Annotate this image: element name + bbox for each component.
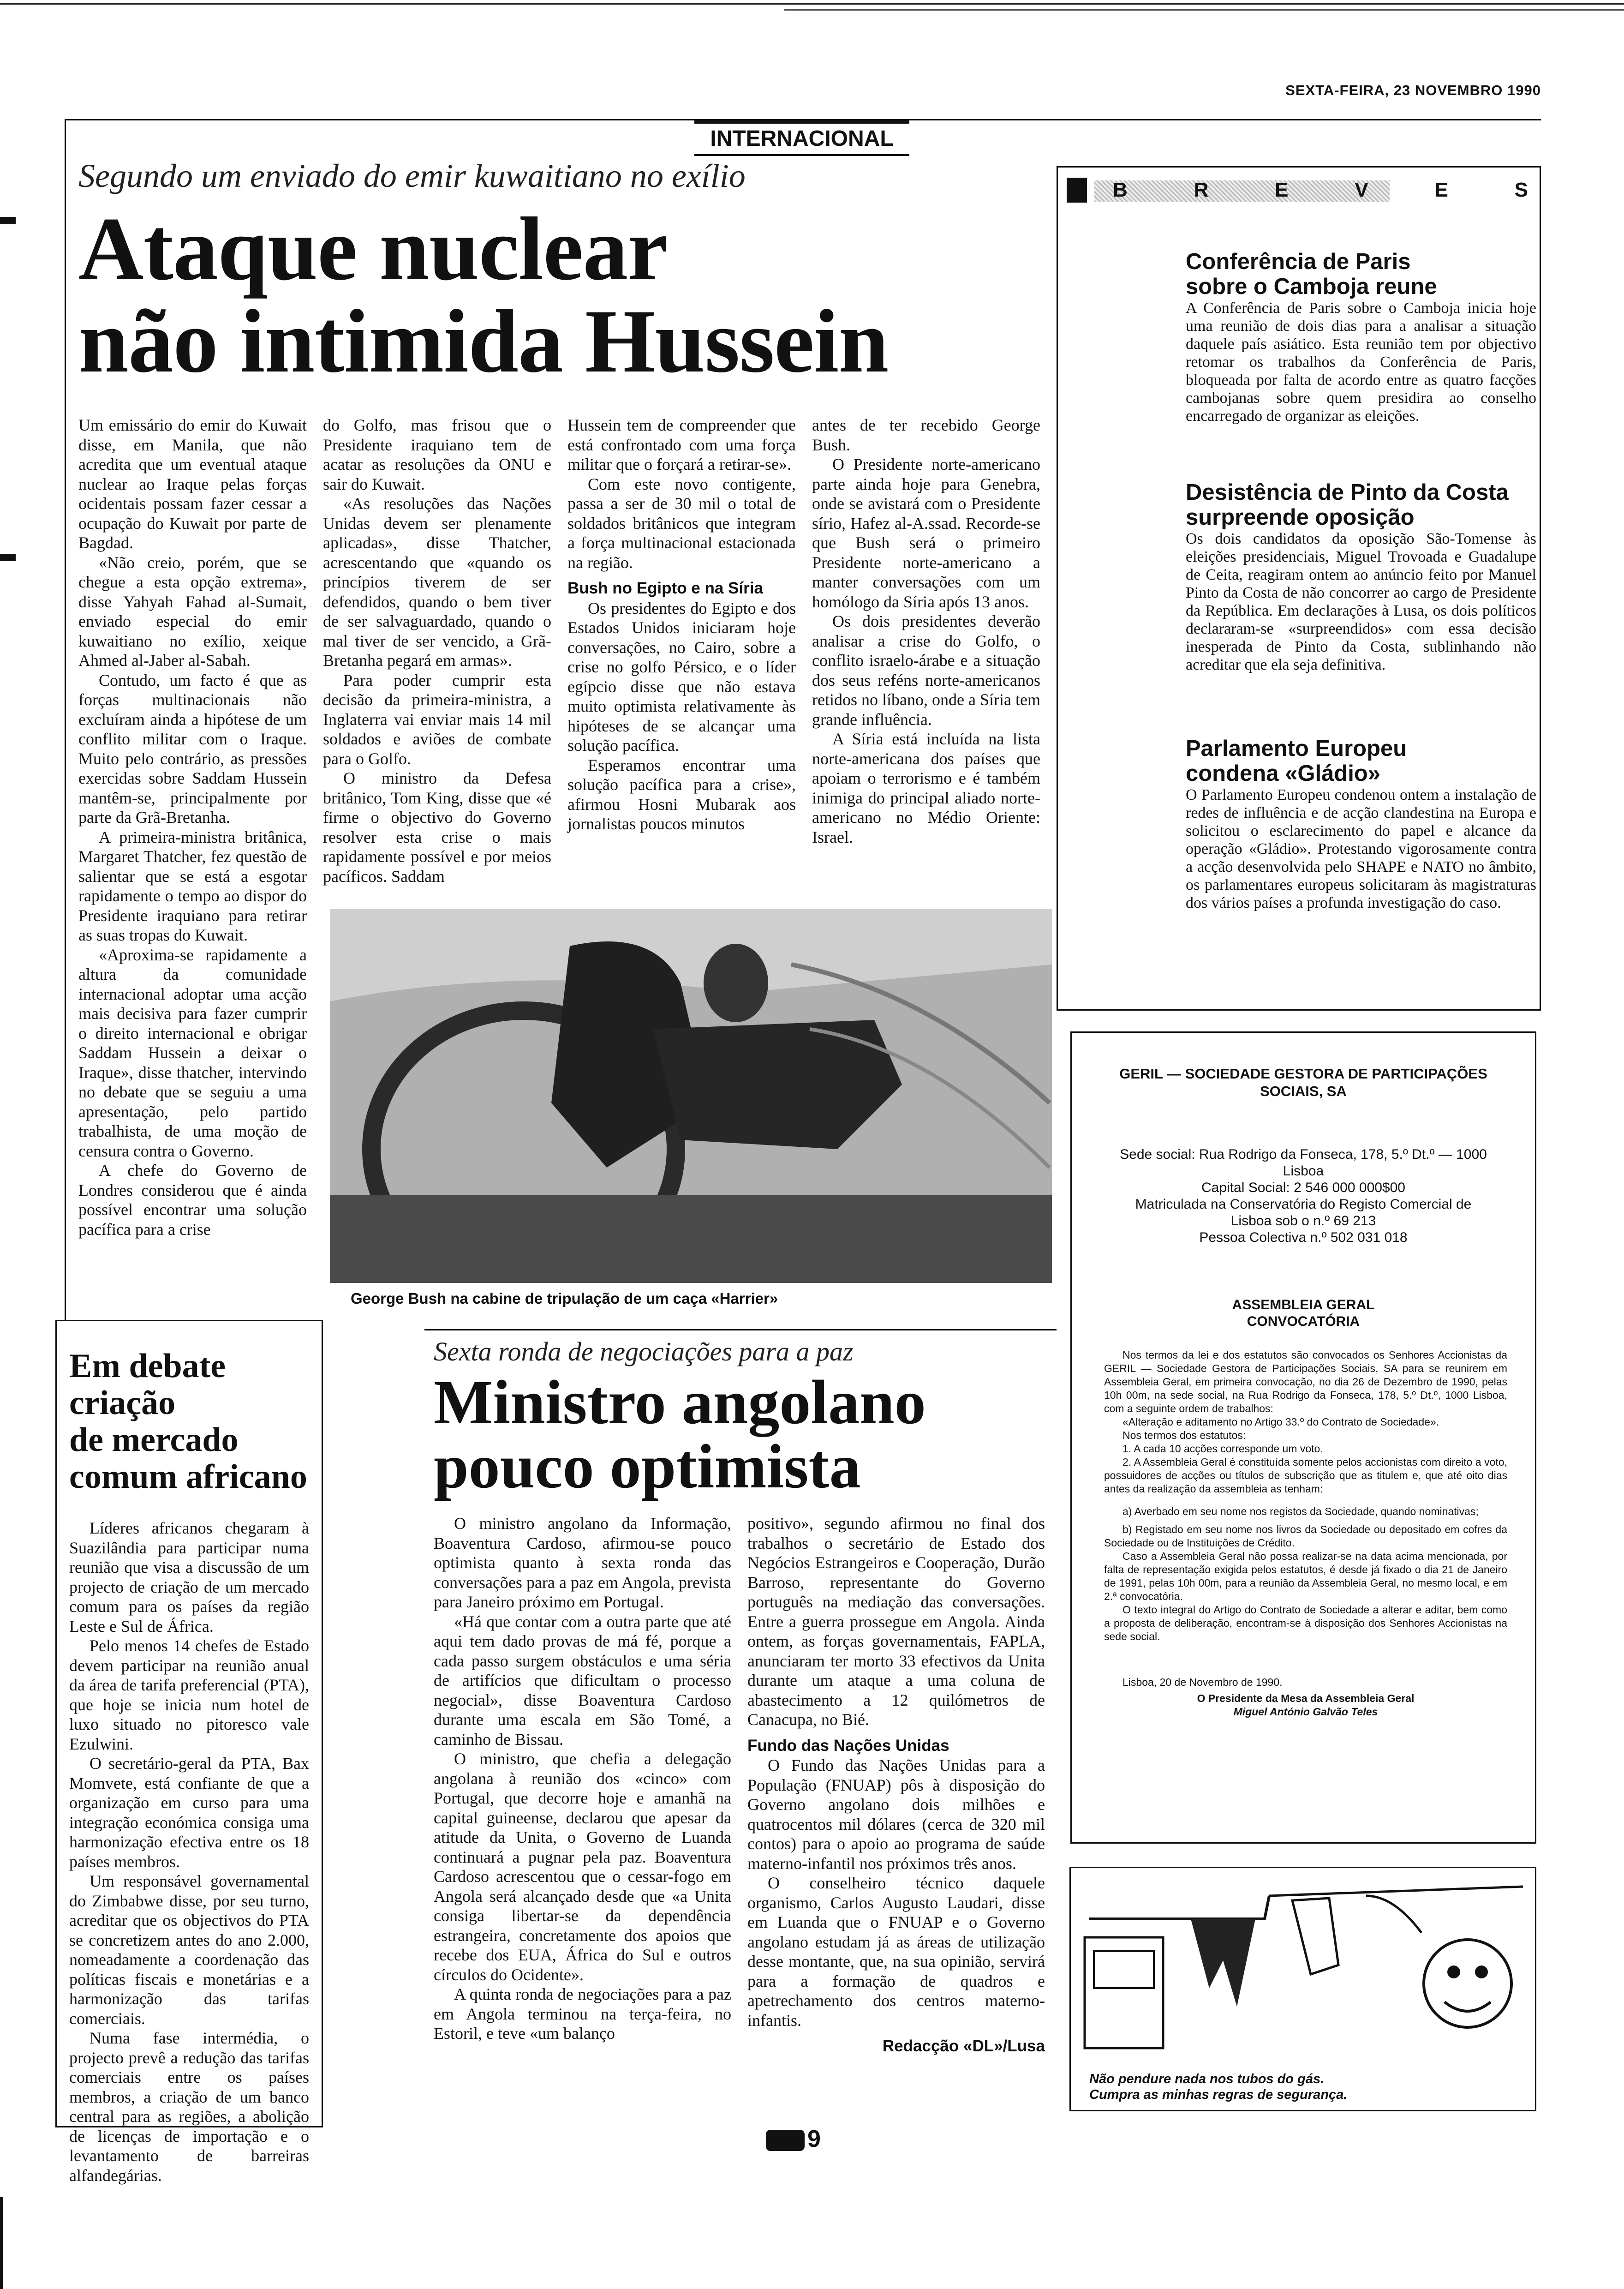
breve-text: Os dois candidatos da oposição São-Tomense às eleições presidenciais, Miguel Trovoada e Guadalupe de Ceita, reagiram ontem ao anúncio feito por Manuel Pinto da Costa de não concorrer ao cargo de Presidente da República. Em declarações à Lusa, os dois políticos declararam-se «surpreendidos» com essa decisão inesperada de Pinto da Costa, sublinhando não acreditar que ela seja definitiva. xyxy=(1186,530,1536,673)
paragraph: O Fundo das Nações Unidas para a População (FNUAP) pôs à disposição do Governo angolano dois milhões e quatrocentos mil dólares (cerca de 320 mil contos) para o apoio ao programa de saúde materno-infantil nos próximos três anos. xyxy=(747,1756,1045,1873)
paragraph: do Golfo, mas frisou que o Presidente iraquiano tem de acatar as resoluções da ONU e sair do Kuwait. xyxy=(323,416,551,493)
ad-signature-name: Miguel António Galvão Teles xyxy=(1233,1706,1378,1718)
cartoon-caption-line: Cumpra as minhas regras de segurança. xyxy=(1089,2087,1348,2102)
page-number xyxy=(766,2125,821,2153)
paragraph: O secretário-geral da PTA, Bax Momvete, está confiante de que a organização em curso para uma integração económica consiga uma harmonização efectiva entre os 18 países membros. xyxy=(69,1754,309,1871)
paragraph: A chefe do Governo de Londres considerou que é ainda possível encontrar uma solução pacífica para a crise xyxy=(78,1161,307,1239)
angola-kicker: Sexta ronda de negociações para a paz xyxy=(434,1336,854,1366)
photo-illustration xyxy=(330,909,1052,1283)
main-headline xyxy=(78,199,889,391)
ad-body-para: Nos termos da lei e dos estatutos são convocados os Senhores Accionistas da GERIL — Sociedade Gestora de Participações Sociais, SA para se reunirem em Assembleia Geral, em primeira convocação, no dia 26 de Dezembro de 1990, pelas 10h 00m, na sede social, na Rua Rodrigo da Fonseca, 178, 5.º Dt.º, 1000 Lisboa, com a seguinte ordem de trabalhos: xyxy=(1104,1349,1507,1414)
scan-mark xyxy=(0,2197,3,2289)
paragraph: «Não creio, porém, que se chegue a esta opção extrema», disse Yahyah Fahad al-Sumait, enviado especial do emir kuwaitiano no exílio, xeique Ahmed al-Jaber al-Sabah. xyxy=(78,553,307,670)
paragraph: Hussein tem de compreender que está confrontado com uma força militar que o forçará a retirar-se». xyxy=(567,416,796,473)
main-column-2 xyxy=(323,415,551,886)
breve-title-line: surpreende oposição xyxy=(1186,505,1415,530)
ad-info-line: Matriculada na Conservatória do Registo Comercial de xyxy=(1135,1197,1472,1212)
ad-place-date: Lisboa, 20 de Novembro de 1990. xyxy=(1122,1676,1283,1688)
ad-body-para: 2. A Assembleia Geral é constituída somente pelos accionistas com direito a voto, possuidores de acções ou títulos de subscrição que as titulem e, que até oito dias antes da realização da assembleia as tenham: xyxy=(1104,1456,1507,1495)
cartoon-illustration xyxy=(1071,1868,1535,2062)
breves-label xyxy=(1067,178,1530,204)
credit-line: Redacção «DL»/Lusa xyxy=(882,2037,1045,2055)
paragraph: Os presidentes do Egipto e dos Estados Unidos iniciaram hoje conversações, no Cairo, sobre a crise no golfo Pérsico, e o líder egípcio disse que não estava muito optimista relativamente às hipóteses de se alcançar uma solução pacífica. xyxy=(567,599,796,755)
ad-title-line: CONVOCATÓRIA xyxy=(1247,1314,1360,1329)
ad-company-info xyxy=(1072,1146,1535,1246)
ad-company xyxy=(1072,1065,1535,1100)
paragraph: A Síria está incluída na lista norte-americana dos países que apoiam o terrorismo e é também inimiga do principal aliado norte-americano no Médio Oriente: Israel. xyxy=(812,730,1040,846)
paragraph: Pelo menos 14 chefes de Estado devem participar na reunião anual da área de tarifa preferencial (PTA), que hoje se inicia num hotel de luxo situado no pitoresco vale Ezulwini. xyxy=(69,1636,309,1753)
subhead: Fundo das Nações Unidas xyxy=(747,1736,949,1755)
ad-box xyxy=(1070,1031,1536,1844)
ad-company-line: GERIL — SOCIEDADE GESTORA DE PARTICIPAÇÕES xyxy=(1119,1066,1487,1082)
top-border xyxy=(0,0,1624,16)
breve-title-line: Parlamento Europeu xyxy=(1186,736,1407,761)
paragraph: Numa fase intermédia, o projecto prevê a redução das tarifas comerciais entre os países membros, a criação de um banco central para as regiões, a abolição de licenças de importação e o levantamento de barreiras alfandegárias. xyxy=(69,2029,309,2185)
main-headline-line1: Ataque nuclear xyxy=(78,199,668,299)
ad-company-line: SOCIAIS, SA xyxy=(1260,1083,1347,1099)
ad-title xyxy=(1072,1297,1535,1330)
cartoon-caption-line: Não pendure nada nos tubos do gás. xyxy=(1089,2072,1325,2086)
breve-text: O Parlamento Europeu condenou ontem a instalação de redes de influência e de acção clandestina na Europa e solicitou o esclarecimento do papel e alcance da operação «Gládio». Protestando vigorosamente contra a acção desenvolvida pelo SHAPE e NATO no âmbito, os parlamentares europeus solicitaram às magistraturas dos vários países a profunda investigação do caso. xyxy=(1186,786,1536,911)
paragraph: Esperamos encontrar uma solução pacífica para a crise», afirmou Hosni Mubarak aos jornalistas poucos minutos xyxy=(567,755,796,833)
ad-body-para: Caso a Assembleia Geral não possa realizar-se na data acima mencionada, por falta de representação exigida pelos estatutos, é desde já fixado o dia 21 de Janeiro de 1991, pelas 10h 00m, para a reunião da Assembleia Geral, no mesmo local, e em 2.ª convocatória. xyxy=(1104,1550,1507,1602)
main-headline-line2: não intimida Hussein xyxy=(78,291,889,391)
breves-letter: S xyxy=(1514,179,1528,201)
paragraph: «As resoluções das Nações Unidas devem ser plenamente aplicadas», disse Thatcher, acrescentando que «quando os princípios tiverem de ser defendidos, quando o bem tiver de ser salvaguardado, quando o mal tiver de ser vencido, a Grã-Bretanha pegará em armas». xyxy=(323,494,551,670)
paragraph: O Presidente norte-americano parte ainda hoje para Genebra, onde se avistará com o Presidente sírio, Hafez al-A.ssad. Recorde-se que Bush será o primeiro Presidente norte-americano a manter conversações com um homólogo da Síria após 13 anos. xyxy=(812,455,1040,611)
breves-letter: E xyxy=(1275,179,1289,201)
dateline: SEXTA-FEIRA, 23 NOVEMBRO 1990 xyxy=(1285,82,1541,98)
ad-body xyxy=(1104,1348,1507,1719)
main-column-4 xyxy=(812,415,1040,847)
ad-body-para: Nos termos dos estatutos: xyxy=(1122,1429,1246,1441)
ad-body-para: b) Registado em seu nome nos livros da Sociedade ou depositado em cofres da Sociedade ou de Instituições de Crédito. xyxy=(1104,1523,1507,1549)
breve-title-line: sobre o Camboja reune xyxy=(1186,274,1437,299)
africa-headline-line: Em debate xyxy=(69,1347,226,1385)
paragraph: Líderes africanos chegaram à Suazilândia para participar numa reunião que visa a discussão de um projecto de criação de um mercado comum para os países da região Leste e Sul de África. xyxy=(69,1519,309,1636)
ad-info-line: Lisboa sob o n.º 69 213 xyxy=(1230,1213,1376,1228)
ad-info-line: Pessoa Colectiva n.º 502 031 018 xyxy=(1199,1230,1408,1245)
main-column-3 xyxy=(567,415,796,834)
paragraph: Um emissário do emir do Kuwait disse, em Manila, que não acredita que um eventual ataque nuclear ao Iraque pelas forças ocidentais possam fazer cessar a ocupação do Kuwait por parte de Bagdad. xyxy=(78,416,307,552)
breve-title xyxy=(1186,249,1536,299)
paragraph: Para poder cumprir esta decisão da primeira-ministra, a Inglaterra vai enviar mais 14 mil soldados e aviões de combate para o Golfo. xyxy=(323,671,551,768)
breve-title xyxy=(1186,736,1536,786)
frame-left-rule xyxy=(65,119,66,1321)
breves-letter: R xyxy=(1194,179,1209,201)
paragraph: «Aproxima-se rapidamente a altura da comunidade internacional adoptar uma acção mais decisiva para fazer cumprir o direito internacional e obrigar Saddam Hussein a deixar o Iraque», disse thatcher, intervindo no debate que se seguiu a uma apresentação, pelo partido trabalhista, de uma moção de censura contra o Governo. xyxy=(78,945,307,1160)
paragraph: O ministro angolano da Informação, Boaventura Cardoso, afirmou-se pouco optimista quanto à sexta ronda das conversações para a paz em Angola, prevista para Janeiro próximo em Portugal. xyxy=(434,1514,731,1611)
breve-title-line: Desistência de Pinto da Costa xyxy=(1186,480,1509,505)
africa-headline-line: comum africano xyxy=(69,1458,307,1496)
news-photo xyxy=(330,909,1052,1283)
scan-mark xyxy=(0,554,16,561)
main-kicker: Segundo um enviado do emir kuwaitiano no exílio xyxy=(78,157,746,194)
paragraph: Um responsável governamental do Zimbabwe disse, por seu turno, acreditar que os objectivos do PTA se concretizem antes do ano 2.000, nomeadamente a coordenação das políticas fiscais e monetárias e a harmonização das tarifas comerciais. xyxy=(69,1872,309,2028)
breves-letter: B xyxy=(1113,179,1128,201)
ad-body-para: O texto integral do Artigo do Contrato de Sociedade a alterar e aditar, bem como a proposta de deliberação, encontram-se à disposição dos Senhores Accionistas na sede social. xyxy=(1104,1604,1507,1642)
angola-headline-line1: Ministro angolano xyxy=(434,1368,926,1437)
breve-text: A Conferência de Paris sobre o Camboja inicia hoje uma reunião de dois dias para a analisar a situação daquele país asiático. Esta reunião tem por objectivo retomar os trabalhos da Conferência de Paris, bloqueada por falta de acordo entre as quatro facções cambojanas sobre quem presidira ao conselho encarregado de organizar as eleições. xyxy=(1186,300,1536,425)
paragraph: O ministro da Defesa britânico, Tom King, disse que «é firme o objectivo do Governo resolver esta crise o mais rapidamente possível e por meios pacíficos. Saddam xyxy=(323,769,551,886)
page-number-text: 9 xyxy=(807,2126,821,2152)
angola-column-2 xyxy=(747,1514,1045,2056)
paragraph: antes de ter recebido George Bush. xyxy=(812,416,1040,454)
paragraph: O ministro, que chefia a delegação angolana à reunião dos «cinco» com Portugal, que decorre hoje e amanhã na capital guineense, declarou que apesar da atitude da Unita, o Governo de Luanda continuará a pugnar pela paz. Boaventura Cardoso acrescentou que o cessar-fogo em Angola será alcançado desde que «a Unita consiga libertar-se da dependência estrangeira, concretamente dos apoios que recebe dos EUA, África do Sul e outros círculos do Ocidente». xyxy=(434,1750,731,1984)
breves-letter: V xyxy=(1355,179,1368,201)
paragraph: «Há que contar com a outra parte que até aqui tem dado provas de má fé, porque a cada passo surgem obstáculos e uma séria de artifícios que dificultam o processo negocial», disse Boaventura Cardoso durante uma escala em São Tomé, a caminho de Bissau. xyxy=(434,1612,731,1749)
gas-safety-cartoon xyxy=(1069,1867,1536,2111)
breve-title-line: condena «Gládio» xyxy=(1186,761,1381,786)
breve-item xyxy=(1186,249,1536,425)
ad-info-line: Capital Social: 2 546 000 000$00 xyxy=(1201,1180,1405,1195)
subhead: Bush no Egipto e na Síria xyxy=(567,579,763,597)
africa-headline-line: criação xyxy=(69,1384,176,1422)
angola-column-1 xyxy=(434,1514,731,2043)
newspaper-logo-icon xyxy=(766,2130,805,2151)
paragraph: Os dois presidentes deverão analisar a crise do Golfo, o conflito israelo-árabe e a situação dos seus reféns norte-americanos retidos no líbano, onde a Síria tem grande influência. xyxy=(812,612,1040,729)
scan-mark xyxy=(0,217,16,224)
africa-headline xyxy=(69,1348,307,1495)
main-column-1 xyxy=(78,415,307,1239)
ad-body-para: «Alteração e aditamento no Artigo 33.º do Contrato de Sociedade». xyxy=(1122,1416,1439,1428)
ad-body-para: 1. A cada 10 acções corresponde um voto. xyxy=(1122,1443,1323,1455)
paragraph: Contudo, um facto é que as forças multinacionais não excluíram ainda a hipótese de um conflito militar com o Iraque. Muito pelo contrário, as pressões exercidas sobre Saddam Hussein mantêm-se, principalmente por parte da Grã-Bretanha. xyxy=(78,671,307,827)
paragraph: positivo», segundo afirmou no final dos trabalhos o secretário de Estado dos Negócios Estrangeiros e Cooperação, Durão Barroso, representante do Governo português na mediação das conversações. Entre a guerra prossegue em Angola. Ainda ontem, as forças governamentais, FAPLA, anunciaram ter morto 33 efectivos da Unita durante um ataque a uma coluna de abastecimento a 12 quilómetros de Canacupa, no Bié. xyxy=(747,1514,1045,1729)
section-tag: INTERNACIONAL xyxy=(694,119,909,156)
ad-title-line: ASSEMBLEIA GERAL xyxy=(1232,1297,1375,1312)
paragraph: Com este novo contigente, passa a ser de 30 mil o total de soldados britânicos que integram a força multinacional estacionada na região. xyxy=(567,474,796,572)
breves-letter: E xyxy=(1434,179,1448,201)
africa-column xyxy=(69,1518,309,2185)
ad-signature-title: O Presidente da Mesa da Assembleia Geral xyxy=(1197,1692,1415,1704)
paragraph: A quinta ronda de negociações para a paz em Angola terminou na terça-feira, no Estoril, e teve «um balanço xyxy=(434,1985,731,2043)
photo-caption: George Bush na cabine de tripulação de um caça «Harrier» xyxy=(351,1290,778,1307)
breve-item xyxy=(1186,480,1536,674)
breve-title-line: Conferência de Paris xyxy=(1186,249,1411,274)
africa-headline-line: de mercado xyxy=(69,1421,239,1459)
square-icon xyxy=(1067,178,1087,203)
cartoon-caption xyxy=(1089,2071,1347,2103)
ad-info-line: Lisboa xyxy=(1283,1163,1324,1179)
paragraph: A primeira-ministra britânica, Margaret Thatcher, fez questão de salientar que se está a esgotar rapidamente o tempo ao dispor do Presidente iraquiano para retirar as suas tropas do Kuwait. xyxy=(78,827,307,944)
angola-top-rule xyxy=(424,1329,1057,1330)
ad-body-para: a) Averbado em seu nome nos registos da Sociedade, quando nominativas; xyxy=(1122,1505,1479,1517)
breve-item xyxy=(1186,736,1536,912)
breve-title xyxy=(1186,480,1536,530)
paragraph: O conselheiro técnico daquele organismo, Carlos Augusto Laudari, disse em Luanda que o FNUAP e o Governo angolano estudam já as áreas de utilização desse montante, que, na sua opinião, servirá para a formação de quadros e apetrechamento dos centros materno-infantis. xyxy=(747,1874,1045,2030)
ad-info-line: Sede social: Rua Rodrigo da Fonseca, 178, 5.º Dt.º — 1000 xyxy=(1120,1147,1487,1162)
angola-headline xyxy=(434,1368,926,1501)
angola-headline-line2: pouco optimista xyxy=(434,1432,861,1501)
